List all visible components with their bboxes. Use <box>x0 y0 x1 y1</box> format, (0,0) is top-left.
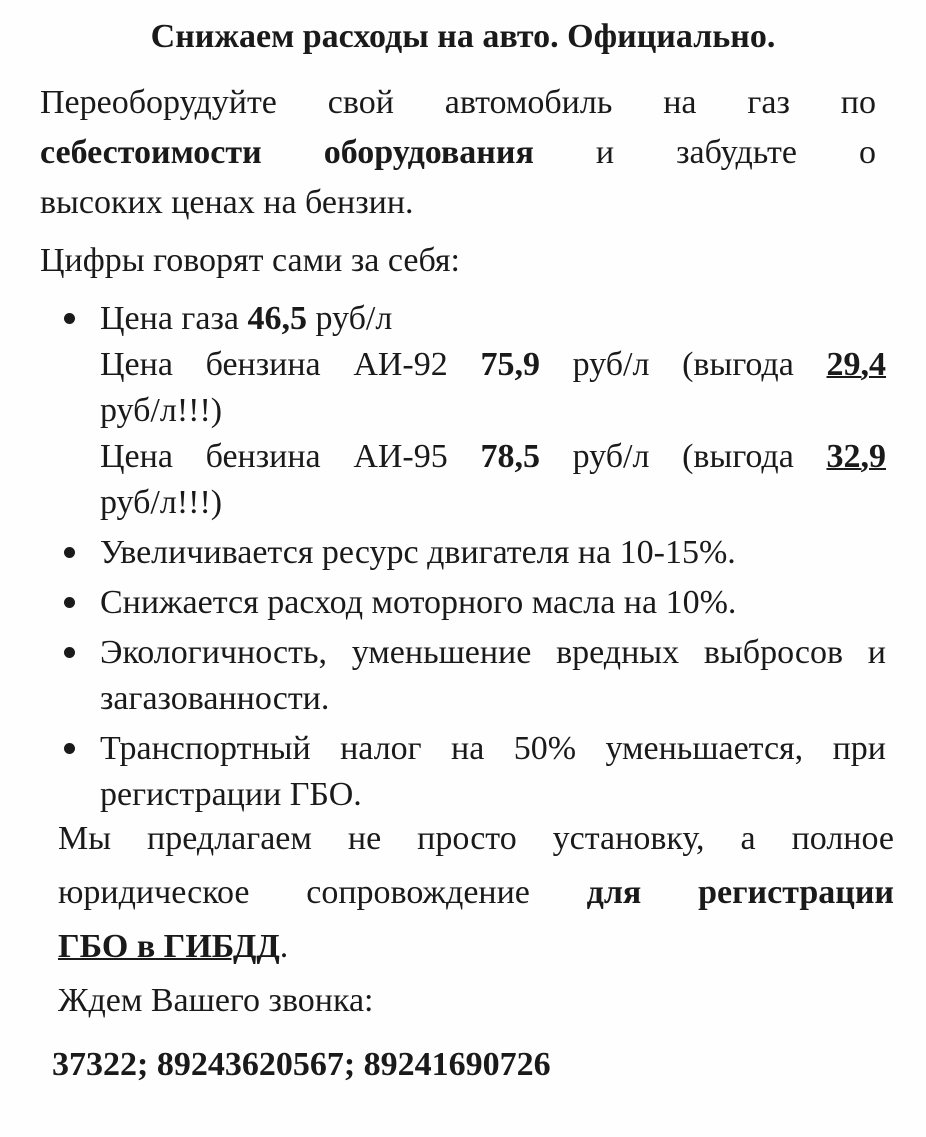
ai92-price-line <box>100 342 886 388</box>
benefits-list <box>60 296 886 822</box>
bullet-icon <box>64 547 75 558</box>
bullet-icon <box>64 743 75 754</box>
ai92-value: 75,9 <box>480 346 540 383</box>
document-title: Снижаем расходы на авто. Официально. <box>150 18 776 55</box>
ai92-saving: 29,4 <box>826 346 886 383</box>
list-item-engine <box>60 530 886 576</box>
ai92-label: Цена бензина АИ-92 <box>100 346 481 383</box>
ai92-price-end: руб/л!!!) <box>100 392 223 429</box>
offer-line-2-plain: юридическое сопровождение <box>58 874 587 911</box>
ai95-price-line <box>100 434 886 480</box>
ai95-saving: 32,9 <box>826 438 886 475</box>
intro-text-part2: и забудьте о <box>533 134 876 171</box>
offer-paragraph <box>58 812 894 974</box>
ai95-mid: руб/л (выгода <box>539 438 827 475</box>
ai95-value: 78,5 <box>480 438 540 475</box>
offer-line-2-bold: для регистрации <box>586 874 894 911</box>
offer-line-3-end: . <box>279 928 289 965</box>
intro-line-2 <box>40 128 876 178</box>
offer-gibdd-bold: ГБО в ГИБДД <box>58 928 280 965</box>
gas-price-label: Цена газа <box>100 300 248 337</box>
offer-line-3 <box>58 920 894 974</box>
intro-line-3: высоких ценах на бензин. <box>40 184 414 221</box>
offer-line-2 <box>58 866 894 920</box>
gas-price-line <box>100 296 886 342</box>
intro-bold-phrase: себестоимости оборудования <box>40 134 534 171</box>
benefit-ecology-text: Экологичность, уменьшение вредных выбросов и загазованности. <box>100 634 886 717</box>
offer-line-1: Мы предлагаем не просто установку, а полное <box>58 820 894 857</box>
benefit-tax-text: Транспортный налог на 50% уменьшается, при регистрации ГБО. <box>100 730 886 813</box>
gas-price-unit: руб/л <box>307 300 393 337</box>
gas-price-value: 46,5 <box>247 300 307 337</box>
numbers-intro: Цифры говорят сами за себя: <box>40 242 461 279</box>
bullet-icon <box>64 313 75 324</box>
benefit-oil-text: Снижается расход моторного масла на 10%. <box>100 584 737 621</box>
intro-paragraph <box>40 78 876 228</box>
ai95-price-end: руб/л!!!) <box>100 484 223 521</box>
list-item-prices <box>60 296 886 526</box>
benefit-engine-text: Увеличивается ресурс двигателя на 10-15%. <box>100 534 736 571</box>
phone-numbers: 37322; 89243620567; 89241690726 <box>52 1046 551 1083</box>
ai95-label: Цена бензина АИ-95 <box>100 438 481 475</box>
intro-line-1: Переоборудуйте свой автомобиль на газ по <box>40 84 876 121</box>
list-item-ecology <box>60 630 886 722</box>
call-prompt: Ждем Вашего звонка: <box>58 982 374 1019</box>
bullet-icon <box>64 597 75 608</box>
bullet-icon <box>64 647 75 658</box>
ai92-mid: руб/л (выгода <box>539 346 827 383</box>
list-item-oil <box>60 580 886 626</box>
list-item-tax <box>60 726 886 818</box>
